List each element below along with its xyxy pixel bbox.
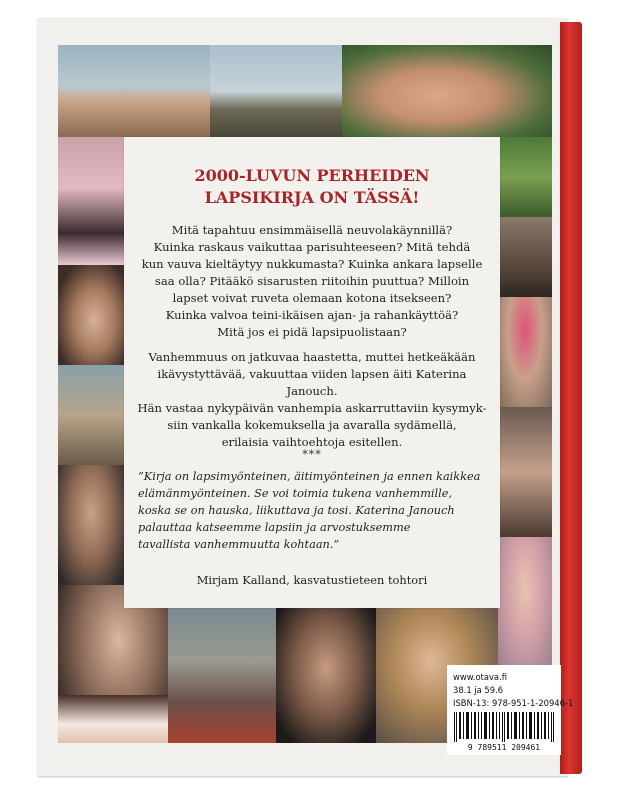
photo-three-kids [210,45,342,137]
headline-line-2: LAPSIKIRJA ON TÄSSÄ! [204,188,420,207]
paragraph-line: Vanhemmuus on jatkuvaa haastetta, muttei hetkeäkään [148,350,476,364]
barcode-icon [452,712,556,742]
book-spine [560,22,582,774]
description-paragraph [134,349,490,451]
photo-street-boy [168,607,276,743]
quote-line: koska se on hauska, liikuttava ja tosi. Katerina Janouch [138,504,455,517]
question-line: Mitä tapahtuu ensimmäisellä neuvolakäynnillä? [171,223,453,237]
photo-father-baby [498,407,552,537]
paragraph-line: Hän vastaa nykypäivän vanhempia askarruttaviin kysymyk- [137,401,487,415]
barcode-digits: 9 789511 209461 [467,743,541,752]
classification-code: 38.1 ja 59.6 [453,685,504,695]
photo-girl-glasses [498,537,552,667]
paragraph-line: erilaisia vaihtoehtoja esitellen. [221,435,403,449]
question-line: saa olla? Pitääkö sisarusten riitoihin puuttua? Milloin [154,274,470,288]
quote-line: tavallista vanhemmuutta kohtaan.” [138,538,340,551]
photo-family-outdoor [58,365,124,465]
photo-teen-and-child [58,465,124,585]
question-line: Mitä jos ei pidä lapsipuolistaan? [217,325,407,339]
photo-beach-kids [58,45,210,137]
photo-man-sunglasses [276,607,376,743]
photo-girl-pink [58,137,124,265]
publisher-info-box [447,665,574,755]
headline [124,165,500,209]
question-line: Kuinka valvoa teini-ikäisen ajan- ja rahankäyttöä? [165,308,459,322]
publisher-url: www.otava.fi [453,672,508,682]
paragraph-line: siin vankalla kokemuksella ja avaralla sydämellä, [167,418,457,432]
blurb-panel [124,137,500,608]
question-line: lapset voivat ruveta olemaan kotona itsekseen? [172,291,452,305]
photo-teen-portrait [58,265,124,365]
photo-adult-right [498,217,552,297]
review-quote [138,468,486,553]
headline-line-1: 2000-LUVUN PERHEIDEN [194,166,430,185]
questions-block [138,222,486,341]
quote-line: palauttaa katseemme lapsiin ja arvostuksemme [138,521,411,534]
quote-attribution: Mirjam Kalland, kasvatustieteen tohtori [196,573,428,587]
separator-stars: *** [302,448,322,461]
photo-birthday-candles [58,695,168,743]
isbn-text: ISBN-13: 978-951-1-20946-1 [453,698,574,708]
photo-green-creature [498,137,552,217]
quote-line: ”Kirja on lapsimyönteinen, äitimyönteinen ja ennen kaikkea [138,470,481,483]
photo-pink-hair-child [498,297,552,407]
question-line: kun vauva kieltäytyy nukkumasta? Kuinka ankara lapselle [141,257,483,271]
quote-line: elämänmyönteinen. Se voi toimia tukena vanhemmille, [138,487,453,500]
paragraph-line: ikävystyttävää, vakuuttaa viiden lapsen äiti Katerina Janouch. [157,367,467,398]
photo-boy-closeup [342,45,552,137]
question-line: Kuinka raskaus vaikuttaa parisuhteeseen? Mitä tehdä [153,240,471,254]
